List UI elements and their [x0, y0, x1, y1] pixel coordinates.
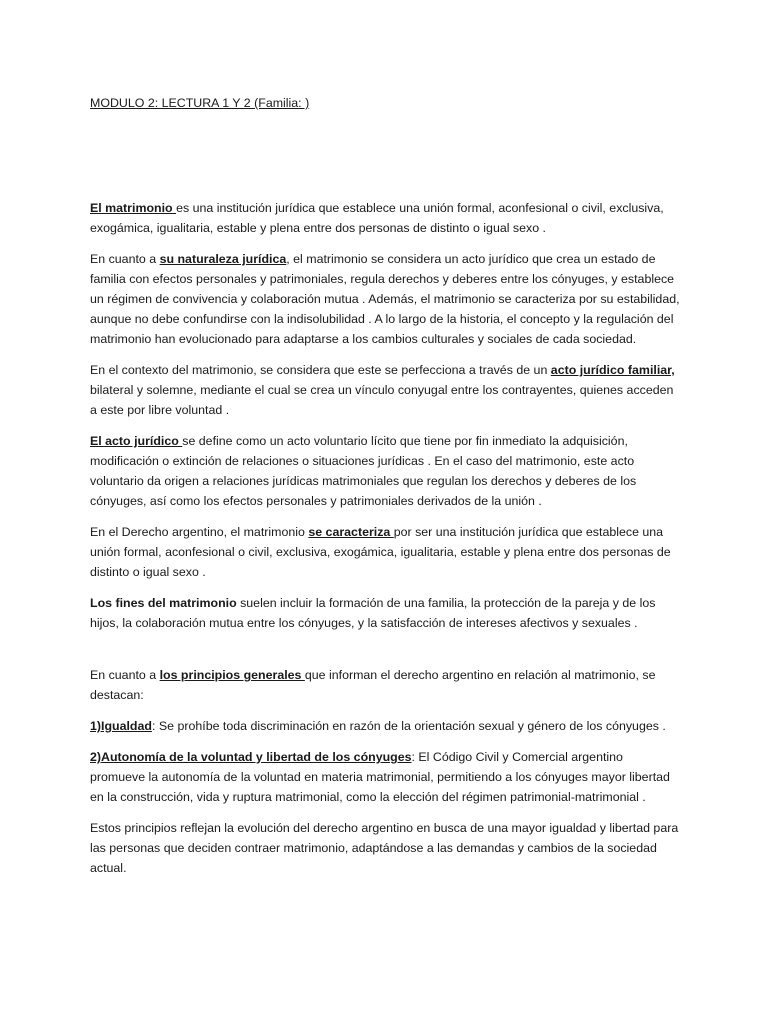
- paragraph-text: En cuanto a: [90, 252, 160, 266]
- paragraph-text: se define como un acto voluntario lícito que tiene por fin inmediato la adquisición, modificación o extinción de relaciones o situaciones jurídicas . En el caso del matrimonio, este acto voluntario da origen a relaciones jurídicas matrimoniales que regulan los derechos y deberes de los cónyuges, así como los efectos personales y patrimoniales derivados de la unión .: [90, 434, 637, 508]
- paragraph-text: por ser una institución jurídica que establece una unión formal, aconfesional o civil, exclusiva, exogámica, igualitaria, estable y plena entre dos personas de distinto o igual sexo .: [90, 525, 671, 579]
- paragraph-text: que informan el derecho argentino en relación al matrimonio, se destacan:: [90, 668, 656, 702]
- term-principios-generales: los principios generales: [159, 668, 305, 682]
- paragraph-text: En el Derecho argentino, el matrimonio: [90, 525, 309, 539]
- paragraph-text: suelen incluir la formación de una familia, la protección de la pareja y de los hijos, la colaboración mutua entre los cónyuges, y la satisfacción de intereses afectivos y sexuales .: [90, 596, 656, 630]
- paragraph-acto-juridico: [90, 431, 680, 511]
- paragraph-conclusion: Estos principios reflejan la evolución del derecho argentino en busca de una mayor igualdad y libertad para las personas que deciden contraer matrimonio, adaptándose a las demandas y cambios de la sociedad actual.: [90, 821, 679, 875]
- term-acto-juridico: El acto jurídico: [90, 434, 183, 448]
- paragraph-text: : Se prohíbe toda discriminación en razón de la orientación sexual y género de los cónyuges .: [151, 719, 666, 733]
- paragraph-text: es una institución jurídica que establece una unión formal, aconfesional o civil, exclusiva, exogámica, igualitaria, estable y plena entre dos personas de distinto o igual sexo .: [90, 201, 664, 235]
- paragraph-fines-matrimonio: [90, 593, 680, 633]
- paragraph-text: En el contexto del matrimonio, se considera que este se perfecciona a través de un: [90, 363, 551, 377]
- paragraph-principios-generales: [90, 665, 680, 705]
- term-autonomia: 2)Autonomía de la voluntad y libertad de los cónyuges: [90, 750, 412, 764]
- term-igualdad: 1)Igualdad: [90, 719, 152, 733]
- document-body: [90, 93, 680, 878]
- paragraph-acto-juridico-familiar: [90, 360, 680, 420]
- term-fines-matrimonio: Los fines del matrimonio: [90, 596, 237, 610]
- term-matrimonio: El matrimonio: [90, 201, 177, 215]
- paragraph-text: En cuanto a: [90, 668, 160, 682]
- paragraph-matrimonio-definicion: [90, 198, 680, 238]
- paragraph-autonomia: [90, 747, 680, 807]
- paragraph-igualdad: [90, 716, 680, 736]
- paragraph-text: , el matrimonio se considera un acto jurídico que crea un estado de familia con efectos personales y patrimoniales, regula derechos y deberes entre los cónyuges, y establece un régimen de convivencia y colaboración mutua . Además, el matrimonio se caracteriza por su estabilidad, aunque no debe confundirse con la indisolubilidad . A lo largo de la historia, el concepto y la regulación del matrimonio han evolucionado para adaptarse a los cambios culturales y sociales de cada sociedad.: [90, 252, 680, 346]
- paragraph-text: bilateral y solemne, mediante el cual se crea un vínculo conyugal entre los contrayentes, quienes acceden a este por libre voluntad .: [90, 383, 674, 417]
- paragraph-derecho-argentino: [90, 522, 680, 582]
- term-acto-juridico-familiar: acto jurídico familiar,: [550, 363, 675, 377]
- paragraph-naturaleza-juridica: [90, 249, 680, 349]
- term-se-caracteriza: se caracteriza: [308, 525, 394, 539]
- paragraph-text: : El Código Civil y Comercial argentino promueve la autonomía de la voluntad en materia matrimonial, permitiendo a los cónyuges mayor libertad en la construcción, vida y ruptura matrimonial, como la elección del régimen patrimonial-matrimonial .: [90, 750, 670, 804]
- term-naturaleza-juridica: su naturaleza jurídica: [159, 252, 287, 266]
- document-title: MODULO 2: LECTURA 1 Y 2 (Familia: ): [90, 96, 310, 110]
